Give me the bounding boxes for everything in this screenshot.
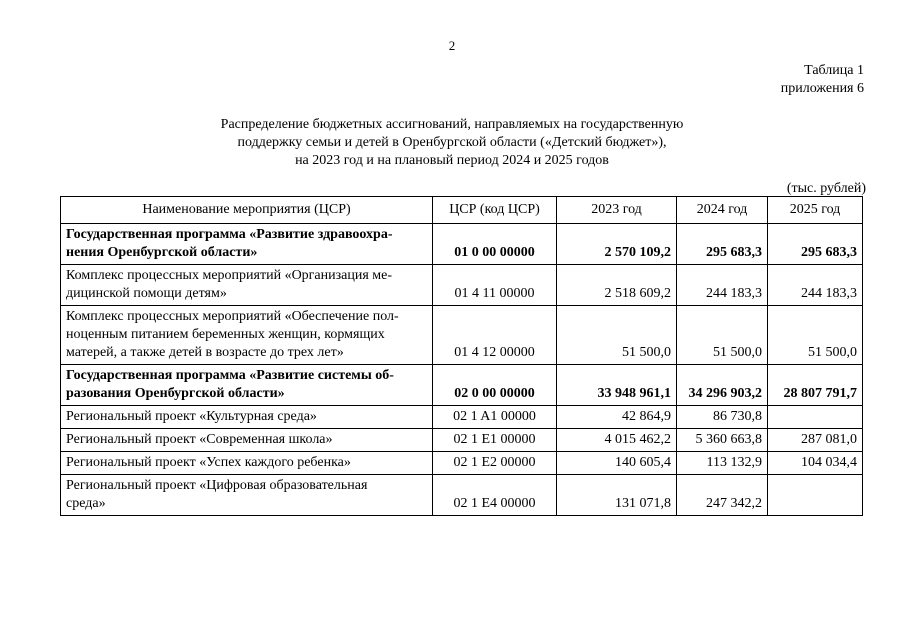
header-2024: 2024 год	[677, 197, 768, 224]
cell-csr: 01 4 11 00000	[433, 265, 557, 306]
cell-csr: 02 1 E2 00000	[433, 452, 557, 475]
units-label: (тыс. рублей)	[786, 181, 866, 196]
cell-2023: 140 605,4	[557, 452, 677, 475]
cell-2025: 28 807 791,7	[768, 365, 863, 406]
table-row	[61, 452, 863, 475]
table-row	[61, 265, 863, 306]
cell-2023: 4 015 462,2	[557, 429, 677, 452]
cell-csr: 01 0 00 00000	[433, 224, 557, 265]
header-2025: 2025 год	[768, 197, 863, 224]
cell-2025: 104 034,4	[768, 452, 863, 475]
cell-2023: 51 500,0	[557, 306, 677, 365]
cell-2023: 33 948 961,1	[557, 365, 677, 406]
table-row	[61, 306, 863, 365]
document-title-line-1: Распределение бюджетных ассигнований, направляемых на государственную	[220, 117, 684, 132]
table-row	[61, 429, 863, 452]
budget-table	[60, 196, 863, 516]
table-header-row	[61, 197, 863, 224]
cell-2024: 34 296 903,2	[677, 365, 768, 406]
cell-name	[61, 452, 433, 475]
cell-2024: 244 183,3	[677, 265, 768, 306]
cell-2024: 113 132,9	[677, 452, 768, 475]
table-reference-line-2: приложения 6	[780, 81, 864, 96]
cell-csr: 01 4 12 00000	[433, 306, 557, 365]
cell-name-line: Государственная программа «Развитие здравоохра-	[66, 227, 393, 242]
cell-2023: 2 570 109,2	[557, 224, 677, 265]
cell-name-line: матерей, а также детей в возрасте до трех лет»	[66, 345, 344, 360]
document-title-line-3: на 2023 год и на плановый период 2024 и 2025 годов	[295, 153, 609, 168]
cell-2023: 2 518 609,2	[557, 265, 677, 306]
header-csr: ЦСР (код ЦСР)	[433, 197, 557, 224]
table-reference-line-1: Таблица 1	[804, 63, 864, 78]
cell-2025	[768, 406, 863, 429]
cell-2024: 5 360 663,8	[677, 429, 768, 452]
cell-name-line: Региональный проект «Культурная среда»	[66, 409, 317, 424]
cell-2025	[768, 475, 863, 516]
document-title	[0, 116, 904, 170]
cell-name-line: Государственная программа «Развитие системы об-	[66, 368, 394, 383]
cell-name-line: Региональный проект «Современная школа»	[66, 432, 333, 447]
cell-name	[61, 406, 433, 429]
cell-name	[61, 265, 433, 306]
cell-name	[61, 306, 433, 365]
cell-name-line: нения Оренбургской области»	[66, 245, 258, 260]
cell-csr: 02 1 A1 00000	[433, 406, 557, 429]
cell-2023: 131 071,8	[557, 475, 677, 516]
cell-2025: 287 081,0	[768, 429, 863, 452]
cell-2025: 244 183,3	[768, 265, 863, 306]
cell-name	[61, 365, 433, 406]
cell-name	[61, 224, 433, 265]
cell-2024: 86 730,8	[677, 406, 768, 429]
cell-2025: 51 500,0	[768, 306, 863, 365]
header-name: Наименование мероприятия (ЦСР)	[61, 197, 433, 224]
cell-name	[61, 429, 433, 452]
cell-csr: 02 1 E4 00000	[433, 475, 557, 516]
cell-name-line: Комплекс процессных мероприятий «Организация ме-	[66, 268, 393, 283]
cell-2024: 295 683,3	[677, 224, 768, 265]
page-number: 2	[448, 38, 456, 53]
table-row	[61, 365, 863, 406]
cell-name-line: Региональный проект «Цифровая образовательная	[66, 478, 368, 493]
table-row	[61, 406, 863, 429]
cell-2024: 247 342,2	[677, 475, 768, 516]
table-row	[61, 224, 863, 265]
cell-name-line: среда»	[66, 496, 106, 511]
cell-name	[61, 475, 433, 516]
cell-2023: 42 864,9	[557, 406, 677, 429]
cell-2024: 51 500,0	[677, 306, 768, 365]
cell-name-line: ноценным питанием беременных женщин, кормящих	[66, 327, 385, 342]
document-title-line-2: поддержку семьи и детей в Оренбургской области («Детский бюджет»),	[237, 135, 667, 150]
cell-2025: 295 683,3	[768, 224, 863, 265]
table-row	[61, 475, 863, 516]
table-reference	[781, 62, 864, 98]
cell-name-line: Региональный проект «Успех каждого ребенка»	[66, 455, 351, 470]
table-body	[61, 224, 863, 516]
cell-name-line: Комплекс процессных мероприятий «Обеспечение пол-	[66, 309, 399, 324]
cell-csr: 02 1 E1 00000	[433, 429, 557, 452]
header-2023: 2023 год	[557, 197, 677, 224]
cell-name-line: разования Оренбургской области»	[66, 386, 285, 401]
cell-csr: 02 0 00 00000	[433, 365, 557, 406]
cell-name-line: дицинской помощи детям»	[66, 286, 227, 301]
